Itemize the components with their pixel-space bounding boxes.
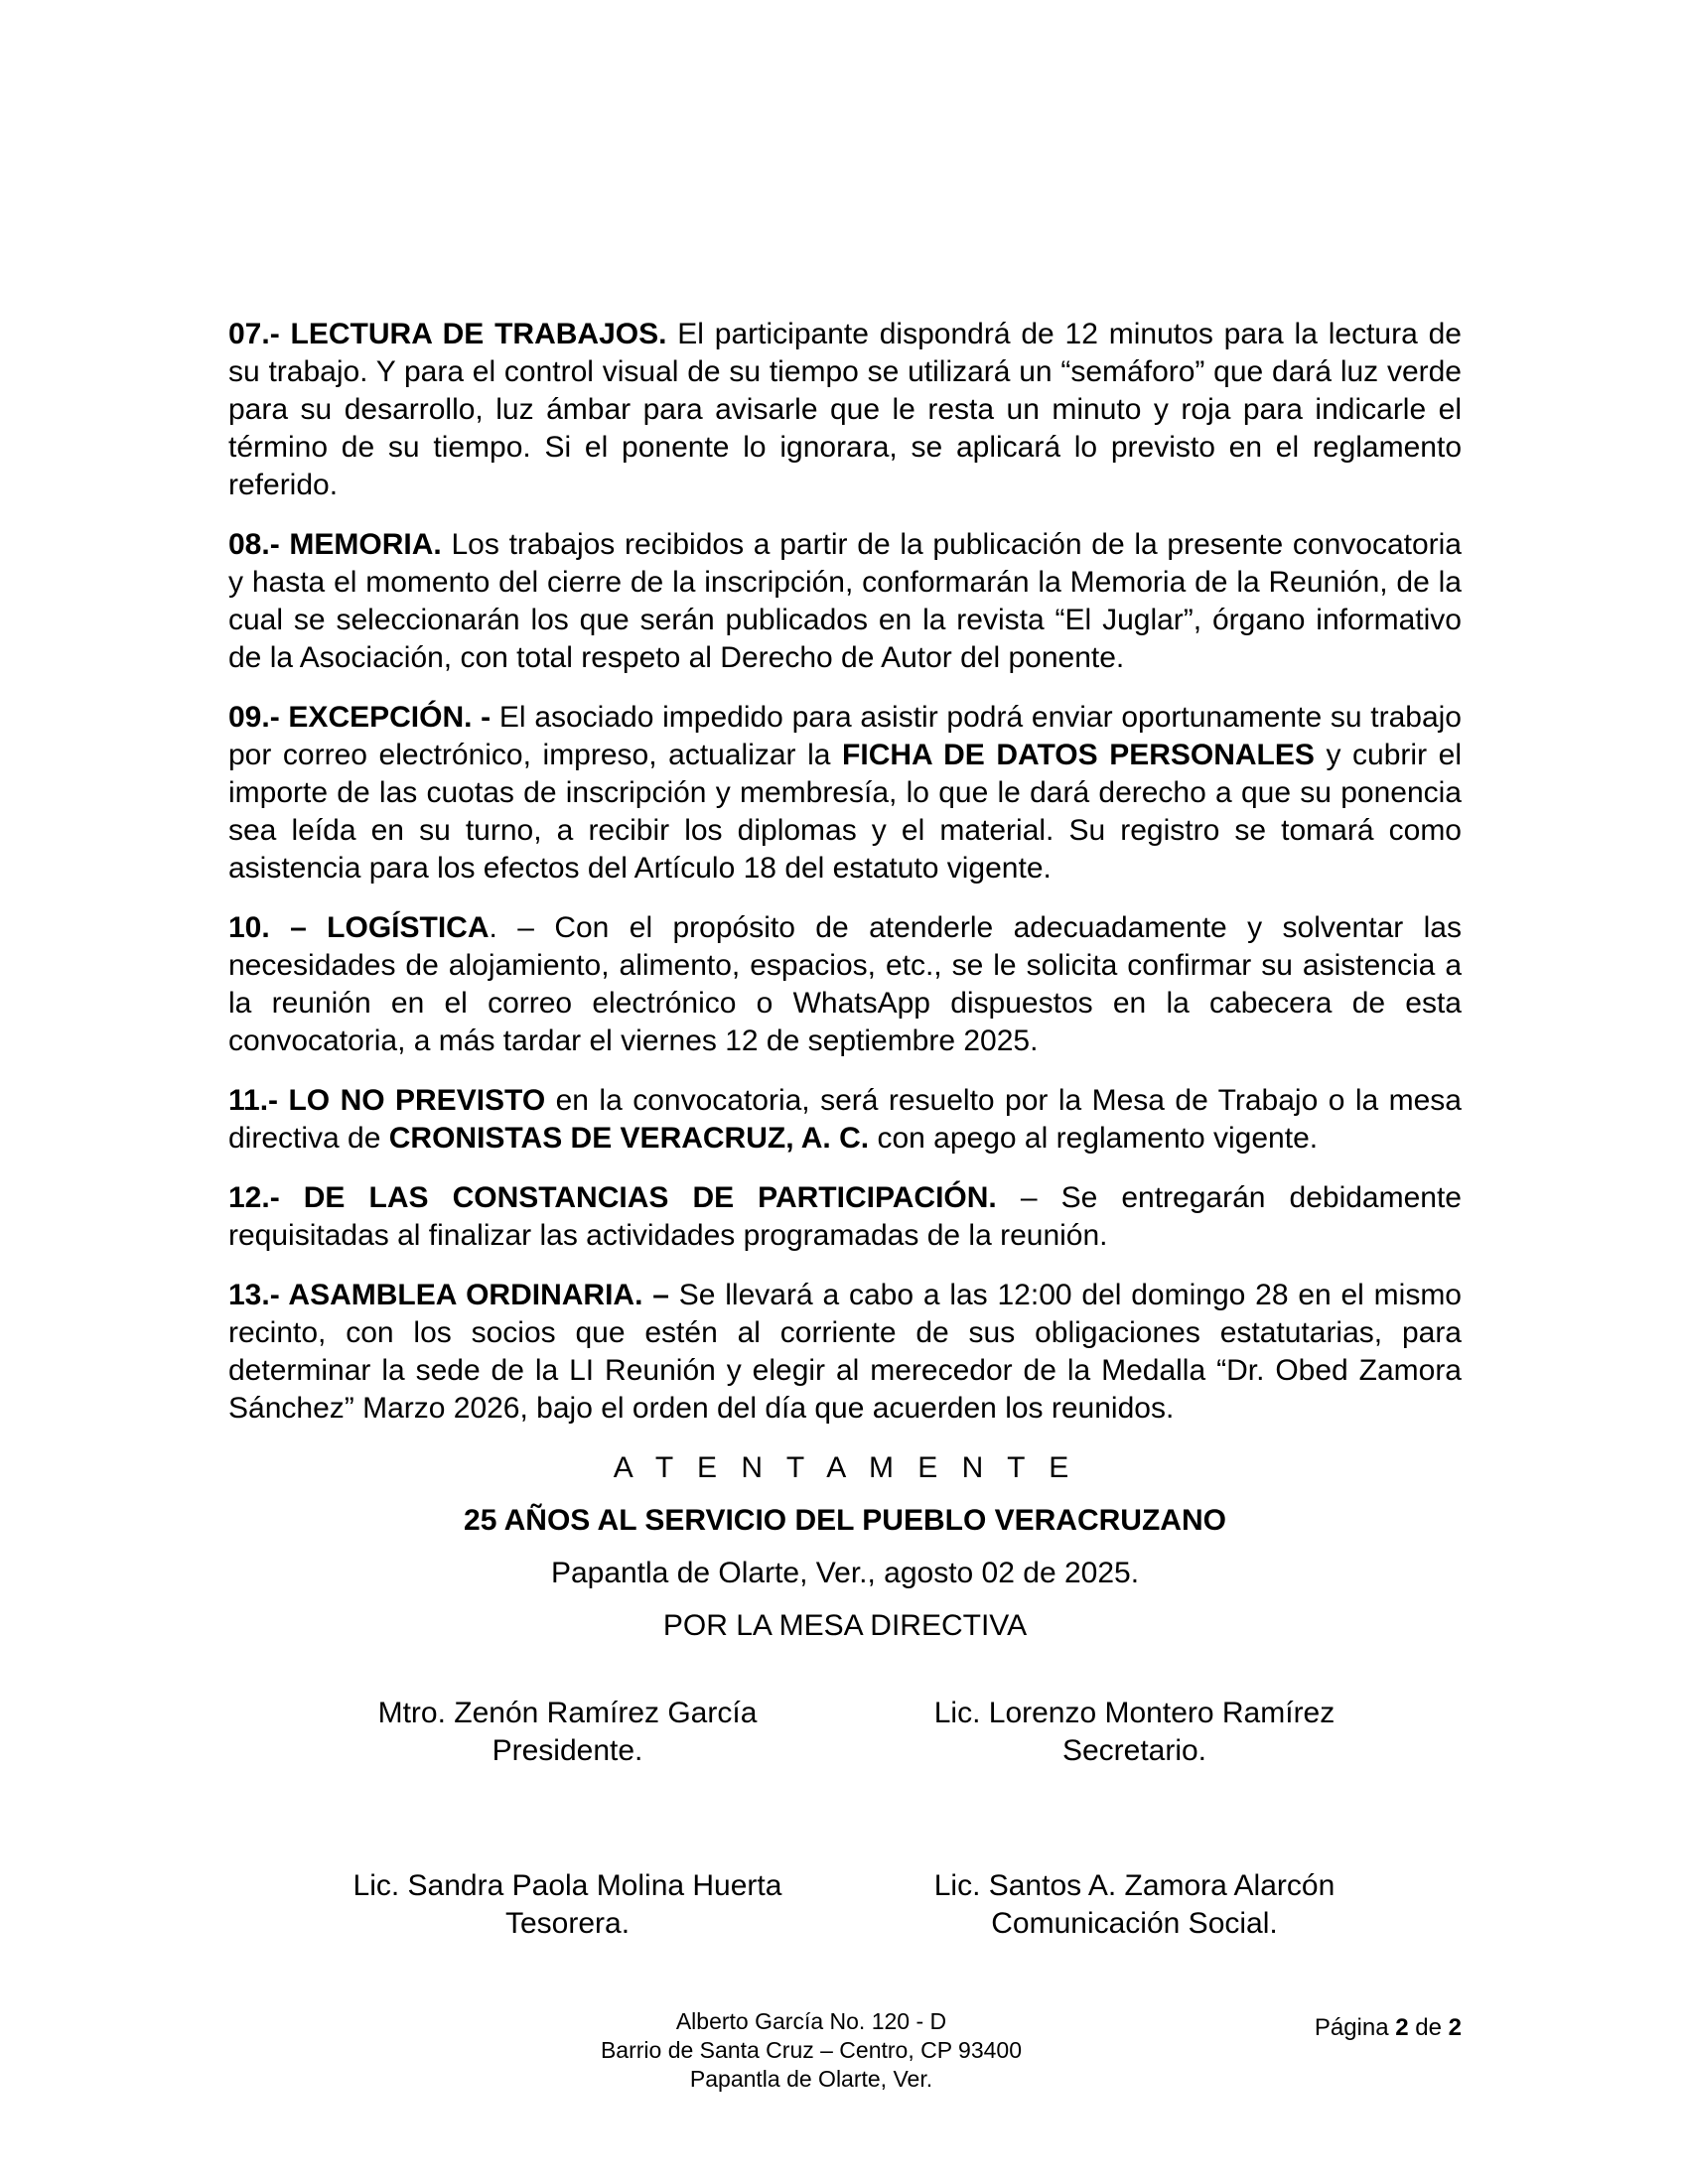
- clause-text: – Se entregarán debidamente requisitadas al finalizar las actividades programadas de la reunión.: [228, 1181, 1462, 1252]
- clause-heading: FICHA DE DATOS PERSONALES: [842, 739, 1315, 771]
- clause-text: Se llevará a cabo a las 12:00 del domingo 28 en el mismo recinto, con los socios que estén al corriente de sus obligaciones estatutarias, para determinar la sede de la LI Reunión y elegir al merecedor de la Medalla “Dr. Obed Zamora Sánchez” Marzo 2026, bajo el orden del día que acuerden los reunidos.: [228, 1279, 1462, 1425]
- clause-heading: 07.- LECTURA DE TRABAJOS.: [228, 318, 667, 350]
- footer-address-line: Barrio de Santa Cruz – Centro, CP 93400: [600, 2037, 1023, 2063]
- footer-address: [195, 2007, 1428, 2094]
- anniversary-motto: 25 AÑOS AL SERVICIO DEL PUEBLO VERACRUZANO: [464, 1504, 1226, 1537]
- clause-text: El participante dispondrá de 12 minutos para la lectura de su trabajo. Y para el control visual de su tiempo se utilizará un “semáforo” que dará luz verde para su desarrollo, luz ámbar para avisarle que le resta un minuto y roja para indicarle el término de su tiempo. Si el ponente lo ignorara, se aplicará lo previsto en el reglamento referido.: [228, 318, 1462, 501]
- signature-block: [290, 1695, 845, 1770]
- paragraph-07: [228, 316, 1462, 504]
- signatory-name: Lic. Santos A. Zamora Alarcón: [933, 1869, 1336, 1902]
- footer-address-line: Papantla de Olarte, Ver.: [689, 2066, 933, 2092]
- clause-heading: 10. – LOGÍSTICA: [228, 911, 490, 944]
- signature-blocks: [228, 1695, 1462, 1943]
- clause-heading: 12.- DE LAS CONSTANCIAS DE PARTICIPACIÓN.: [228, 1181, 997, 1214]
- clause-heading: 09.- EXCEPCIÓN. -: [228, 701, 492, 734]
- paragraph-08: [228, 526, 1462, 677]
- signatory-role: Comunicación Social.: [991, 1907, 1278, 1940]
- clause-heading: 08.- MEMORIA.: [228, 528, 442, 561]
- signatory-role: Secretario.: [1061, 1734, 1207, 1767]
- signature-block: [857, 1867, 1412, 1943]
- page-number: [1315, 2013, 1462, 2042]
- signature-row: [290, 1867, 1462, 1943]
- document-body: [228, 316, 1462, 1943]
- board-heading: POR LA MESA DIRECTIVA: [662, 1609, 1028, 1642]
- paragraph-09: [228, 699, 1462, 887]
- signatory-name: Lic. Lorenzo Montero Ramírez: [933, 1697, 1336, 1729]
- signatory-name: Lic. Sandra Paola Molina Huerta: [352, 1869, 782, 1902]
- page-number-separator: de: [1408, 2014, 1449, 2041]
- footer-address-line: Alberto García No. 120 - D: [675, 2008, 947, 2034]
- page-number-total: 2: [1448, 2014, 1462, 2041]
- paragraph-10: [228, 909, 1462, 1060]
- paragraph-12: [228, 1179, 1462, 1255]
- signatory-name: Mtro. Zenón Ramírez García: [377, 1697, 758, 1729]
- clause-text: en la convocatoria, será resuelto por la Mesa de Trabajo o la mesa directiva de: [228, 1084, 1462, 1155]
- clause-heading: CRONISTAS DE VERACRUZ, A. C.: [388, 1122, 870, 1155]
- page-number-label: Página: [1314, 2014, 1396, 2041]
- clause-text: con apego al reglamento vigente.: [869, 1122, 1319, 1155]
- clause-text: Los trabajos recibidos a partir de la publicación de la presente convocatoria y hasta el momento del cierre de la inscripción, conformarán la Memoria de la Reunión, de la cual se seleccionarán los que serán publicados en la revista “El Juglar”, órgano informativo de la Asociación, con total respeto al Derecho de Autor del ponente.: [228, 528, 1462, 674]
- clause-text: El asociado impedido para asistir podrá enviar oportunamente su trabajo por correo electrónico, impreso, actualizar la: [228, 701, 1462, 771]
- clause-text: y cubrir el importe de las cuotas de inscripción y membresía, lo que le dará derecho a que su ponencia sea leída en su turno, a recibir los diplomas y el material. Su registro se tomará como asistencia para los efectos del Artículo 18 del estatuto vigente.: [228, 739, 1462, 885]
- clause-heading: 13.- ASAMBLEA ORDINARIA. –: [228, 1279, 669, 1311]
- page-number-current: 2: [1395, 2014, 1409, 2041]
- dateline: Papantla de Olarte, Ver., agosto 02 de 2025.: [550, 1557, 1140, 1589]
- signature-block: [290, 1867, 845, 1943]
- closing-block: [228, 1449, 1462, 1645]
- numbered-clauses: [228, 316, 1462, 1428]
- clause-heading: 11.- LO NO PREVISTO: [228, 1084, 546, 1117]
- page-footer: [228, 2007, 1462, 2094]
- salutation: A T E N T A M E N T E: [613, 1451, 1077, 1484]
- signature-block: [857, 1695, 1412, 1770]
- signatory-role: Tesorera.: [504, 1907, 631, 1940]
- paragraph-11: [228, 1082, 1462, 1158]
- clause-text: . – Con el propósito de atenderle adecuadamente y solventar las necesidades de alojamiento, alimento, espacios, etc., se le solicita confirmar su asistencia a la reunión en el correo electrónico o WhatsApp dispuestos en la cabecera de esta convocatoria, a más tardar el viernes 12 de septiembre 2025.: [228, 911, 1462, 1057]
- signatory-role: Presidente.: [492, 1734, 643, 1767]
- paragraph-13: [228, 1277, 1462, 1428]
- signature-row: [290, 1695, 1462, 1770]
